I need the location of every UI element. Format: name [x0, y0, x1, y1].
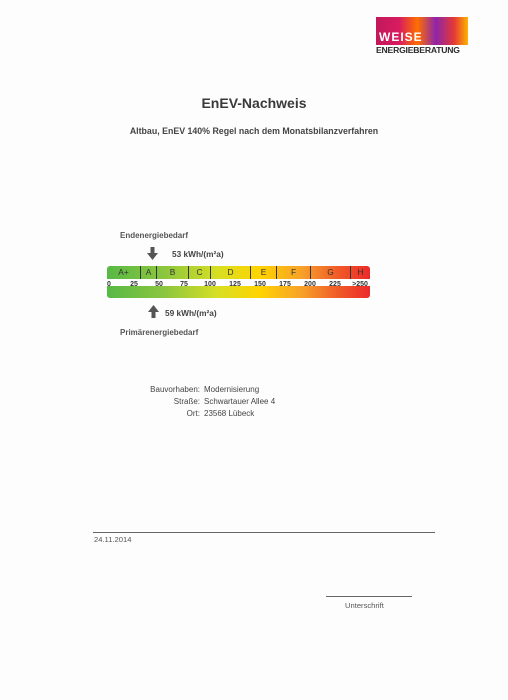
signature-line: [326, 596, 412, 597]
primaerenergie-value: 59 kWh/(m²a): [165, 308, 217, 318]
signature-label: Unterschrift: [345, 601, 384, 610]
scale-class-band: [107, 266, 370, 279]
tick-label: 175: [279, 281, 291, 288]
document-date: 24.11.2014: [94, 535, 132, 544]
strasse-value: Schwartauer Allee 4: [204, 397, 276, 406]
bauvorhaben-label: Bauvorhaben:: [150, 385, 200, 394]
endenergie-label: Endenergiebedarf: [120, 231, 189, 240]
tick-label: 75: [180, 281, 188, 288]
class-e: E: [251, 266, 277, 279]
class-a: A: [141, 266, 157, 279]
arrow-down-icon: [147, 247, 158, 262]
endenergie-value: 53 kWh/(m²a): [172, 249, 224, 259]
tick-label: 50: [155, 281, 163, 288]
class-b: B: [157, 266, 189, 279]
logo-text-weise: WEISE: [379, 30, 423, 44]
bauvorhaben-value: Modernisierung: [204, 385, 260, 394]
tick-label: 200: [304, 281, 316, 288]
tick-label: 150: [254, 281, 266, 288]
arrow-up-icon: [148, 305, 159, 320]
document-subtitle: Altbau, EnEV 140% Regel nach dem Monatsbilanzverfahren: [129, 126, 379, 136]
class-d: D: [211, 266, 251, 279]
date-line: [93, 532, 435, 533]
strasse-label: Straße:: [173, 397, 200, 406]
tick-label: 125: [229, 281, 241, 288]
class-f: F: [277, 266, 311, 279]
class-h: H: [357, 267, 364, 277]
logo-text-energieberatung: ENERGIEBERATUNG: [376, 45, 460, 55]
class-g: G: [311, 266, 351, 279]
company-logo: [376, 17, 468, 59]
ort-label: Ort:: [186, 409, 200, 418]
primaerenergie-label: Primärenergiebedarf: [120, 328, 199, 337]
tick-label: 0: [107, 281, 111, 288]
tick-label: 225: [329, 281, 341, 288]
document-title: EnEV-Nachweis: [201, 95, 307, 111]
class-c: C: [189, 266, 211, 279]
class-a-plus: A+: [107, 266, 141, 279]
tick-label: 100: [204, 281, 216, 288]
tick-label: 25: [130, 281, 138, 288]
tick-label: >250: [352, 281, 368, 288]
ort-value: 23568 Lübeck: [204, 409, 255, 418]
